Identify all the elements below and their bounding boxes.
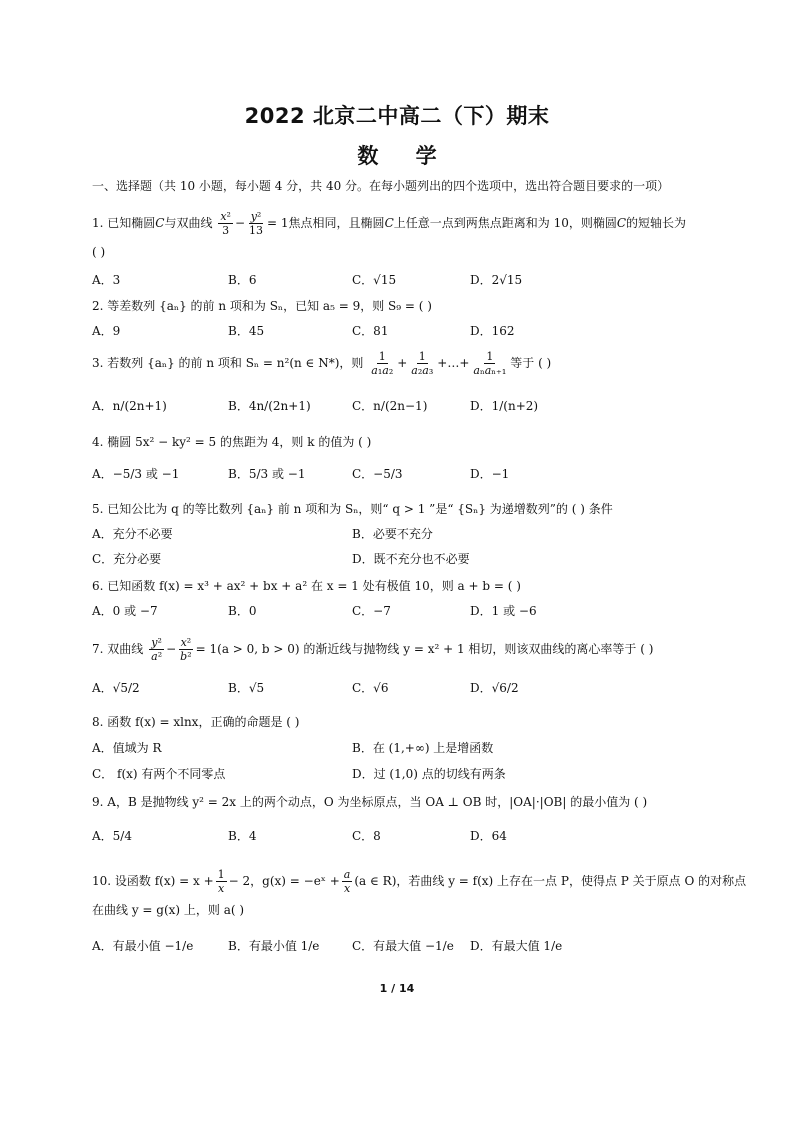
q5-option-c[interactable]: C．充分必要 bbox=[92, 552, 162, 566]
section-heading: 一、选择题（共 10 小题，每小题 4 分，共 40 分。在每小题列出的四个选项中，选出符合题目要求的一项） bbox=[92, 179, 670, 193]
q1-option-b[interactable]: B．6 bbox=[228, 273, 257, 287]
q1-option-a[interactable]: A．3 bbox=[92, 273, 121, 287]
q6-option-a[interactable]: A．0 或 −7 bbox=[92, 604, 158, 618]
q9-option-d[interactable]: D．64 bbox=[470, 829, 507, 843]
q8-option-a[interactable]: A．值域为 R bbox=[92, 741, 162, 755]
q9-option-b[interactable]: B．4 bbox=[228, 829, 257, 843]
question-1-stem: 1. 已知椭圆C与双曲线 $\frac{\text{x²}}{3}$ − $\frac{\text{y²}}{13}$ = 1焦点相同，且椭圆C上任意一点到两焦点距离和为 10，则椭圆C的短轴长为 bbox=[92, 210, 687, 237]
q2-option-b[interactable]: B．45 bbox=[228, 324, 265, 338]
question-8-stem: 8. 函数 f(x) = xlnx，正确的命题是 ( ) bbox=[92, 715, 300, 729]
q2-option-c[interactable]: C．81 bbox=[352, 324, 389, 338]
page-title: 2022 北京二中高二（下）期末 bbox=[244, 104, 550, 128]
question-10-stem: 10. 设函数 f(x) = x + $\frac{1}{x}$ − 2，g(x) = −eˣ + $\frac{a}{x}$ (a ∈ R)，若曲线 y = f(x) 上存在一点 P，使得点 P 关于原点 O 的对称点 bbox=[92, 868, 747, 895]
q7-option-c[interactable]: C．√6 bbox=[352, 681, 389, 695]
question-10-stem-cont: 在曲线 y = g(x) 上，则 a( ) bbox=[92, 903, 245, 917]
q7-option-b[interactable]: B．√5 bbox=[228, 681, 265, 695]
q6-option-b[interactable]: B．0 bbox=[228, 604, 257, 618]
q10-option-c[interactable]: C．有最大值 −1/e bbox=[352, 939, 454, 953]
q3-option-a[interactable]: A．n/(2n+1) bbox=[92, 399, 167, 413]
q6-option-d[interactable]: D．1 或 −6 bbox=[470, 604, 537, 618]
q4-option-c[interactable]: C．−5/3 bbox=[352, 467, 403, 481]
question-1-paren: ( ) bbox=[92, 245, 106, 259]
q1-option-d[interactable]: D．2√15 bbox=[470, 273, 523, 287]
q3-option-c[interactable]: C．n/(2n−1) bbox=[352, 399, 428, 413]
q7-option-a[interactable]: A．√5/2 bbox=[92, 681, 140, 695]
q5-option-a[interactable]: A．充分不必要 bbox=[92, 527, 173, 541]
q10-option-d[interactable]: D．有最大值 1/e bbox=[470, 939, 563, 953]
q8-option-b[interactable]: B．在 (1,+∞) 上是增函数 bbox=[352, 741, 494, 755]
q7-option-d[interactable]: D．√6/2 bbox=[470, 681, 519, 695]
q3-option-b[interactable]: B．4n/(2n+1) bbox=[228, 399, 311, 413]
question-5-stem: 5. 已知公比为 q 的等比数列 {aₙ} 前 n 项和为 Sₙ，则“ q > 1 ”是“ {Sₙ} 为递增数列”的 ( ) 条件 bbox=[92, 502, 613, 516]
q1-option-c[interactable]: C．√15 bbox=[352, 273, 397, 287]
q10-option-b[interactable]: B．有最小值 1/e bbox=[228, 939, 320, 953]
q6-option-c[interactable]: C．−7 bbox=[352, 604, 391, 618]
q5-option-d[interactable]: D．既不充分也不必要 bbox=[352, 552, 470, 566]
question-9-stem: 9. A，B 是抛物线 y² = 2x 上的两个动点，O 为坐标原点，当 OA ⊥ OB 时，|OA|·|OB| 的最小值为 ( ) bbox=[92, 795, 648, 809]
question-7-stem: 7. 双曲线 $\frac{\text{y²}}{\text{a²}}$ − $\frac{\text{x²}}{\text{b²}}$ = 1(a > 0, b > 0) 的渐近线与抛物线 y = x² + 1 相切，则该双曲线的离心率等于 ( ) bbox=[92, 636, 654, 663]
q8-option-d[interactable]: D．过 (1,0) 点的切线有两条 bbox=[352, 767, 506, 781]
page-number: 1 / 14 bbox=[379, 982, 415, 995]
q9-option-a[interactable]: A．5/4 bbox=[92, 829, 132, 843]
q2-option-d[interactable]: D．162 bbox=[470, 324, 515, 338]
q3-option-d[interactable]: D．1/(n+2) bbox=[470, 399, 539, 413]
question-6-stem: 6. 已知函数 f(x) = x³ + ax² + bx + a² 在 x = 1 处有极值 10，则 a + b = ( ) bbox=[92, 579, 521, 593]
subject-title: 数 学 bbox=[357, 144, 437, 168]
q10-option-a[interactable]: A．有最小值 −1/e bbox=[92, 939, 194, 953]
q5-option-b[interactable]: B．必要不充分 bbox=[352, 527, 433, 541]
q4-option-b[interactable]: B．5/3 或 −1 bbox=[228, 467, 306, 481]
question-4-stem: 4. 椭圆 5x² − ky² = 5 的焦距为 4，则 k 的值为 ( ) bbox=[92, 435, 372, 449]
q4-option-d[interactable]: D．−1 bbox=[470, 467, 510, 481]
q8-option-c[interactable]: C． f(x) 有两个不同零点 bbox=[92, 767, 226, 781]
question-2-stem: 2. 等差数列 {aₙ} 的前 n 项和为 Sₙ，已知 a₅ = 9，则 S₉ = ( ) bbox=[92, 299, 432, 313]
q2-option-a[interactable]: A．9 bbox=[92, 324, 121, 338]
q9-option-c[interactable]: C．8 bbox=[352, 829, 381, 843]
question-3-stem: 3. 若数列 {aₙ} 的前 n 项和 Sₙ = n²(n ∈ N*)，则 $\frac{1}{\text{a₁a₂}}$ + $\frac{1}{\text{a₂a₃}}$ +…+ $\frac{1}{\text{aₙaₙ₊₁}}$ 等于 ( ) bbox=[92, 350, 552, 377]
q4-option-a[interactable]: A．−5/3 或 −1 bbox=[92, 467, 180, 481]
